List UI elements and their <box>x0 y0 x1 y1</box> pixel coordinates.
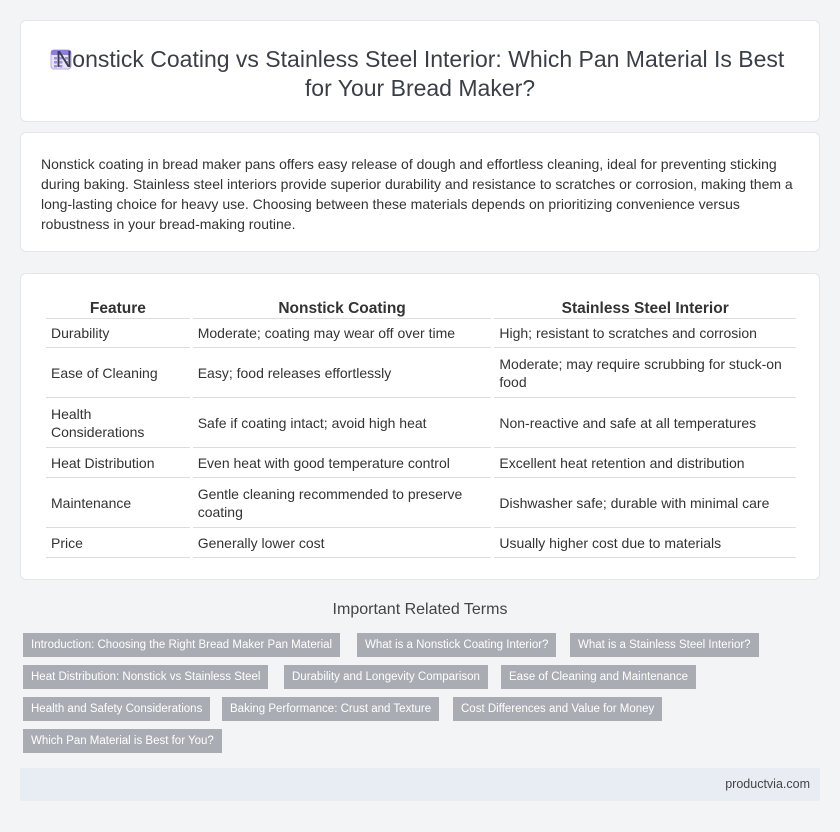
stainless-cell: Dishwasher safe; durable with minimal care <box>494 478 796 528</box>
footer-bar <box>20 768 820 801</box>
nonstick-cell: Safe if coating intact; avoid high heat <box>193 398 492 448</box>
stainless-cell: Excellent heat retention and distribution <box>494 448 796 478</box>
table-row <box>46 348 796 398</box>
table-row <box>46 398 796 448</box>
page-title: Nonstick Coating vs Stainless Steel Interior: Which Pan Material Is Best for Your Bread Maker? <box>55 46 785 101</box>
nonstick-cell: Moderate; coating may wear off over time <box>193 319 492 348</box>
table-header-row <box>46 295 796 319</box>
header-stainless: Stainless Steel Interior <box>494 295 796 319</box>
nonstick-cell: Even heat with good temperature control <box>193 448 492 478</box>
related-term-tag[interactable]: Ease of Cleaning and Maintenance <box>501 665 696 689</box>
related-term-tag[interactable]: Which Pan Material is Best for You? <box>23 729 222 753</box>
comparison-table <box>43 295 799 558</box>
nonstick-cell: Generally lower cost <box>193 528 492 558</box>
table-row <box>46 448 796 478</box>
related-term-tag[interactable]: Durability and Longevity Comparison <box>284 665 488 689</box>
feature-cell: Heat Distribution <box>46 448 190 478</box>
stainless-cell: High; resistant to scratches and corrosion <box>494 319 796 348</box>
related-terms-title: Important Related Terms <box>332 601 508 618</box>
feature-cell: Price <box>46 528 190 558</box>
related-term-tag[interactable]: What is a Nonstick Coating Interior? <box>357 633 556 657</box>
stainless-cell: Non-reactive and safe at all temperatures <box>494 398 796 448</box>
related-term-tag[interactable]: Baking Performance: Crust and Texture <box>222 697 439 721</box>
related-term-tag[interactable]: Cost Differences and Value for Money <box>453 697 662 721</box>
related-term-tag[interactable]: Heat Distribution: Nonstick vs Stainless Steel <box>23 665 268 689</box>
header-feature: Feature <box>46 295 190 319</box>
feature-cell: Health Considerations <box>46 398 190 448</box>
feature-cell: Maintenance <box>46 478 190 528</box>
header-card <box>20 20 820 122</box>
nonstick-cell: Gentle cleaning recommended to preserve coating <box>193 478 492 528</box>
feature-cell: Durability <box>46 319 190 348</box>
summary-card <box>20 132 820 252</box>
summary-text: Nonstick coating in bread maker pans offers easy release of dough and effortless cleaning, ideal for preventing sticking during baking. Stainless steel interiors provide superior durability and resistance to scratches or corrosion, making them a long-lasting choice for heavy use. Choosing between these materials depends on prioritizing convenience versus robustness in your bread-making routine. <box>41 156 793 232</box>
feature-cell: Ease of Cleaning <box>46 348 190 398</box>
stainless-cell: Moderate; may require scrubbing for stuck-on food <box>494 348 796 398</box>
table-row <box>46 478 796 528</box>
related-term-tag[interactable]: Introduction: Choosing the Right Bread Maker Pan Material <box>23 633 340 657</box>
table-row <box>46 528 796 558</box>
stainless-cell: Usually higher cost due to materials <box>494 528 796 558</box>
related-term-tag[interactable]: What is a Stainless Steel Interior? <box>570 633 759 657</box>
footer-site-link[interactable]: productvia.com <box>725 777 810 791</box>
header-nonstick: Nonstick Coating <box>193 295 492 319</box>
table-row <box>46 319 796 348</box>
comparison-card <box>20 273 820 580</box>
nonstick-cell: Easy; food releases effortlessly <box>193 348 492 398</box>
related-term-tag[interactable]: Health and Safety Considerations <box>23 697 210 721</box>
